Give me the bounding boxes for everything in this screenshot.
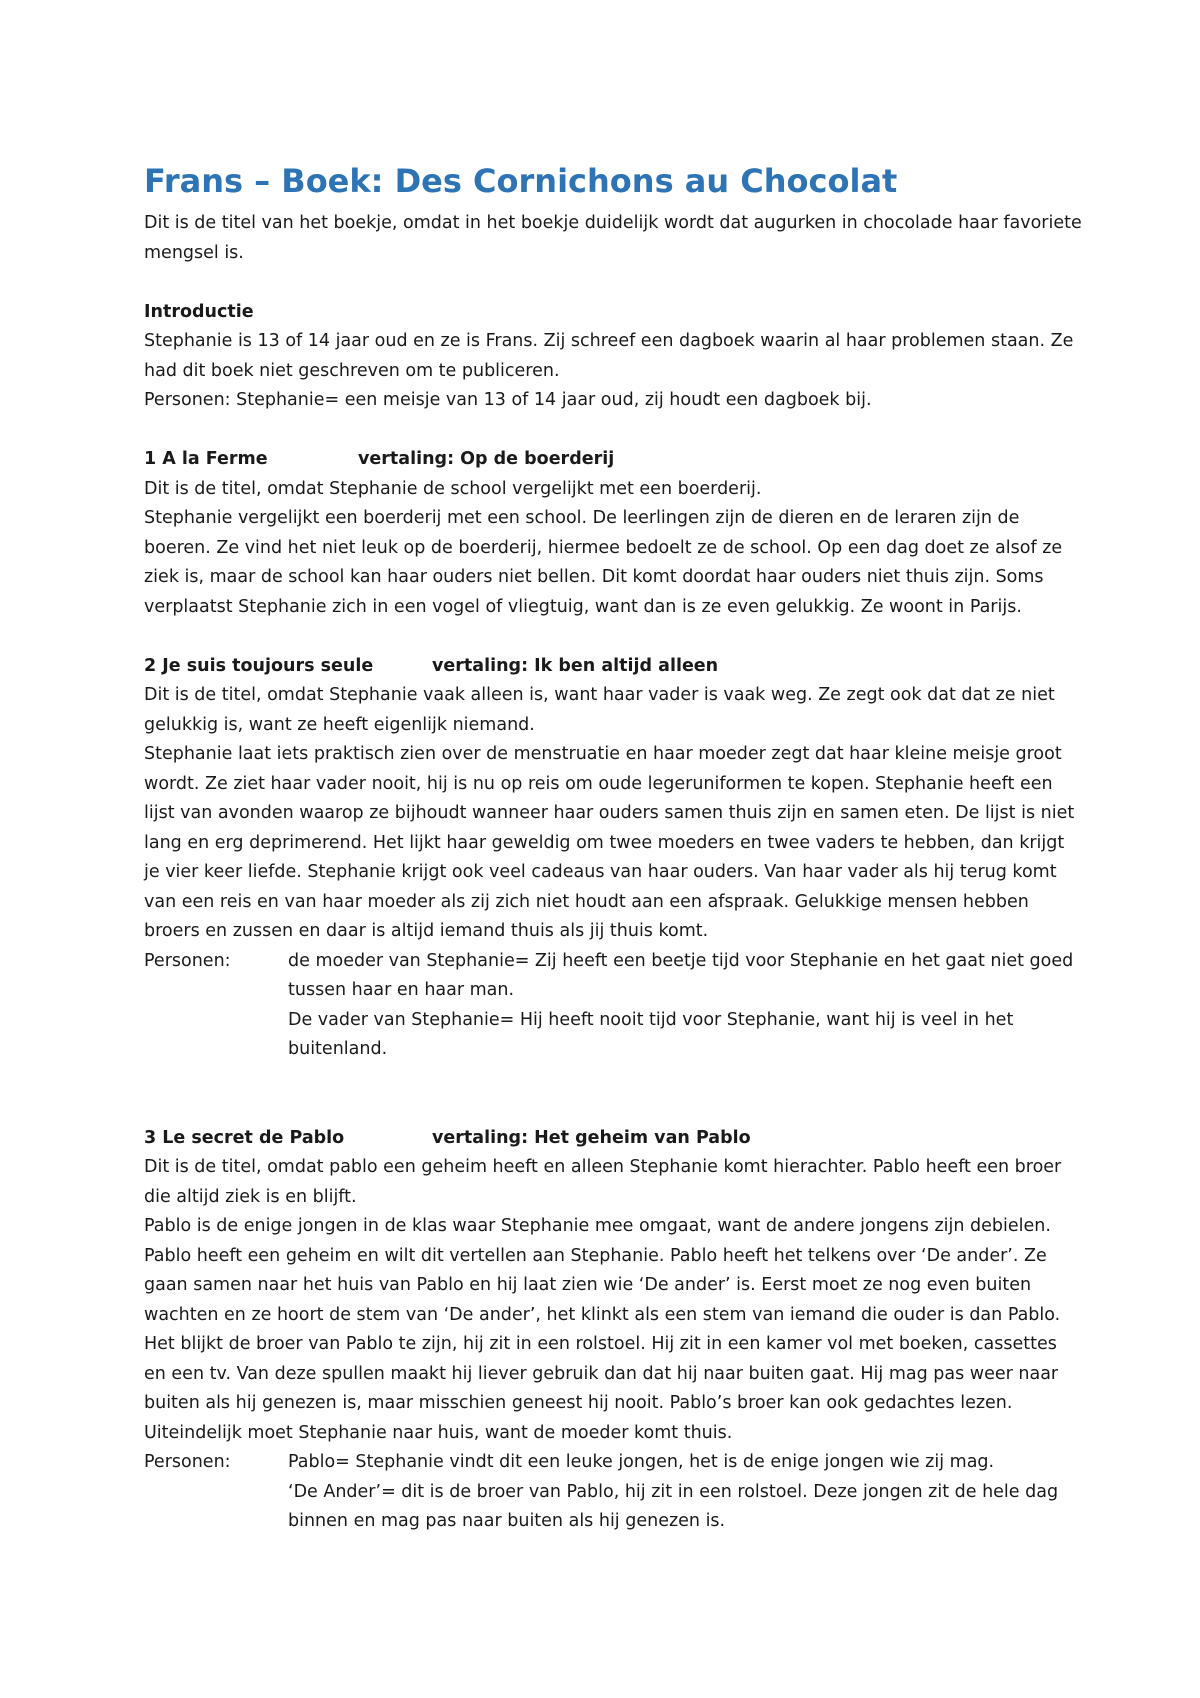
document-title: Frans – Boek: Des Cornichons au Chocolat (144, 162, 898, 200)
chapter-2-persons (144, 947, 1084, 1065)
chapter-1-heading (144, 445, 1084, 475)
chapter-2-translation: vertaling: Ik ben altijd alleen (432, 655, 719, 676)
chapter-2-paragraph: Stephanie laat iets praktisch zien over de menstruatie en haar moeder zegt dat haar kleine meisje groot wordt. Ze ziet haar vader nooit, hij is nu op reis om oude legeruniformen te kopen. Stephanie heeft een lijst van avonden waarop ze bijhoudt wanneer haar ouders samen thuis zijn en samen eten. De lijst is niet lang en erg deprimerend. Het lijkt haar geweldig om twee moeders en twee vaders te hebben, dan krijgt je vier keer liefde. Stephanie krijgt ook veel cadeaus van haar ouders. Van haar vader als hij terug komt van een reis en van haar moeder als zij zich niet houdt aan een afspraak. Gelukkige mensen hebben broers en zussen en daar is altijd iemand thuis als jij thuis komt. (144, 744, 1075, 941)
spacer (144, 416, 1084, 446)
person-entry: Pablo= Stephanie vindt dit een leuke jongen, het is de enige jongen wie zij mag. (288, 1452, 995, 1472)
persons-label: Personen: (144, 950, 231, 971)
document-page (144, 160, 1084, 1537)
introductie-paragraph: Stephanie is 13 of 14 jaar oud en ze is Frans. Zij schreef een dagboek waarin al haar problemen staan. Ze had dit boek niet geschreven om te publiceren. (144, 331, 1074, 381)
spacer (144, 622, 1084, 652)
spacer (144, 268, 1084, 298)
person-entry: De vader van Stephanie= Hij heeft nooit tijd voor Stephanie, want hij is veel in het buitenland. (288, 1009, 1014, 1059)
person-entry: ‘De Ander’= dit is de broer van Pablo, hij zit in een rolstoel. Deze jongen zit de hele dag binnen en mag pas naar buiten als hij genezen is. (288, 1481, 1059, 1531)
chapter-3-title: 3 Le secret de Pablo (144, 1127, 345, 1148)
persons-list (288, 1448, 1084, 1537)
chapter-2-paragraph: Dit is de titel, omdat Stephanie vaak alleen is, want haar vader is vaak weg. Ze zegt ook dat dat ze niet gelukkig is, want ze heeft eigenlijk niemand. (144, 685, 1055, 735)
chapter-1-paragraph: Dit is de titel, omdat Stephanie de school vergelijkt met een boerderij. (144, 478, 762, 499)
intro-text: Dit is de titel van het boekje, omdat in het boekje duidelijk wordt dat augurken in chocolade haar favoriete mengsel is. (144, 213, 1082, 263)
chapter-1-title: 1 A la Ferme (144, 449, 268, 469)
chapter-1-paragraph: Stephanie vergelijkt een boerderij met een school. De leerlingen zijn de dieren en de leraren zijn de boeren. Ze vind het niet leuk op de boerderij, hiermee bedoelt ze de school. Op een dag doet ze alsof ze ziek is, maar de school kan haar ouders niet bellen. Dit komt doordat haar ouders niet thuis zijn. Soms verplaatst Stephanie zich in een vogel of vliegtuig, want dan is ze even gelukkig. Ze woont in Parijs. (144, 508, 1063, 617)
chapter-3-paragraph: Pablo is de enige jongen in de klas waar Stephanie mee omgaat, want de andere jongens zijn debielen. Pablo heeft een geheim en wilt dit vertellen aan Stephanie. Pablo heeft het telkens over ‘De ander’. Ze gaan samen naar het huis van Pablo en hij laat zien wie ‘De ander’ is. Eerst moet ze nog even buiten wachten en ze hoort de stem van ‘De ander’, het klinkt als een stem van iemand die ouder is dan Pablo. Het blijkt de broer van Pablo te zijn, hij zit in een rolstoel. Hij zit in een kamer vol met boeken, cassettes en een tv. Van deze spullen maakt hij liever gebruik dan dat hij naar buiten gaat. Hij mag pas weer naar buiten als hij genezen is, maar misschien geneest hij nooit. Pablo’s broer kan ook gedachtes lezen. Uiteindelijk moet Stephanie naar huis, want de moeder komt thuis. (144, 1216, 1061, 1443)
person-entry: de moeder van Stephanie= Zij heeft een beetje tijd voor Stephanie en het gaat niet goed tussen haar en haar man. (288, 950, 1074, 1000)
chapter-2-heading (144, 652, 1084, 682)
spacer (144, 1065, 1084, 1124)
chapter-2-title: 2 Je suis toujours seule (144, 655, 374, 676)
persons-list (288, 947, 1084, 1065)
chapter-1-translation: vertaling: Op de boerderij (358, 449, 615, 469)
chapter-3-heading (144, 1124, 1084, 1154)
introductie-persons: Personen: Stephanie= een meisje van 13 of 14 jaar oud, zij houdt een dagboek bij. (144, 390, 872, 410)
chapter-3-translation: vertaling: Het geheim van Pablo (432, 1127, 751, 1148)
chapter-3-paragraph: Dit is de titel, omdat pablo een geheim heeft en alleen Stephanie komt hierachter. Pablo heeft een broer die altijd ziek is en blijft. (144, 1157, 1062, 1207)
section-heading-introductie: Introductie (144, 301, 254, 322)
persons-label: Personen: (144, 1452, 231, 1472)
chapter-3-persons (144, 1448, 1084, 1537)
